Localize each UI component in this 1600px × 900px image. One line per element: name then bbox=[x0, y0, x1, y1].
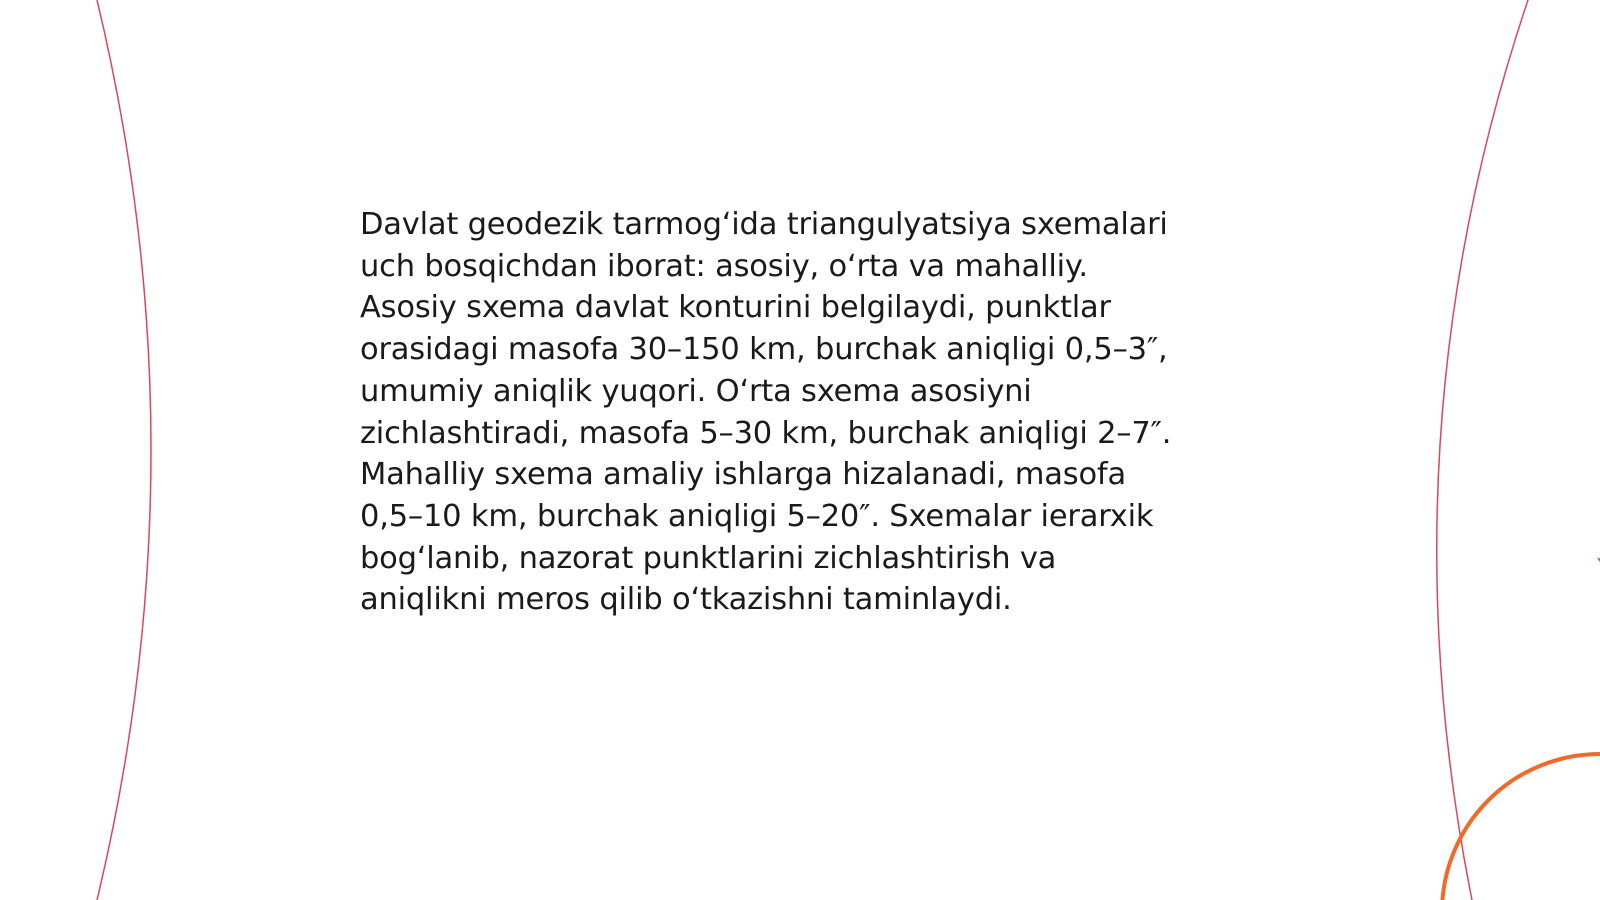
paragraph-line: uch bosqichdan iborat: asosiy, o‘rta va mahalliy. bbox=[360, 248, 1088, 284]
paragraph-line: umumiy aniqlik yuqori. O‘rta sxema asosiyni bbox=[360, 373, 1032, 409]
paragraph-line: 0,5–10 km, burchak aniqligi 5–20″. Sxemalar ierarxik bbox=[360, 498, 1154, 534]
body-text bbox=[360, 204, 1240, 621]
orange-circle bbox=[1442, 754, 1600, 900]
paragraph-line: orasidagi masofa 30–150 km, burchak aniqligi 0,5–3″, bbox=[360, 332, 1168, 368]
left-arc bbox=[97, 0, 151, 900]
paragraph-line: Davlat geodezik tarmog‘ida triangulyatsiya sxemalari bbox=[360, 207, 1168, 242]
paragraph-line: zichlashtiradi, masofa 5–30 km, burchak aniqligi 2–7″. bbox=[360, 415, 1172, 451]
right-arc bbox=[1437, 0, 1528, 900]
paragraph-line: Asosiy sxema davlat konturini belgilaydi, punktlar bbox=[360, 290, 1111, 326]
paragraph-line: aniqlikni meros qilib o‘tkazishni taminlaydi. bbox=[360, 582, 1012, 618]
paragraph-line: Mahalliy sxema amaliy ishlarga hizalanadi, masofa bbox=[360, 457, 1126, 493]
paragraph-line: bog‘lanib, nazorat punktlarini zichlashtirish va bbox=[360, 540, 1057, 576]
